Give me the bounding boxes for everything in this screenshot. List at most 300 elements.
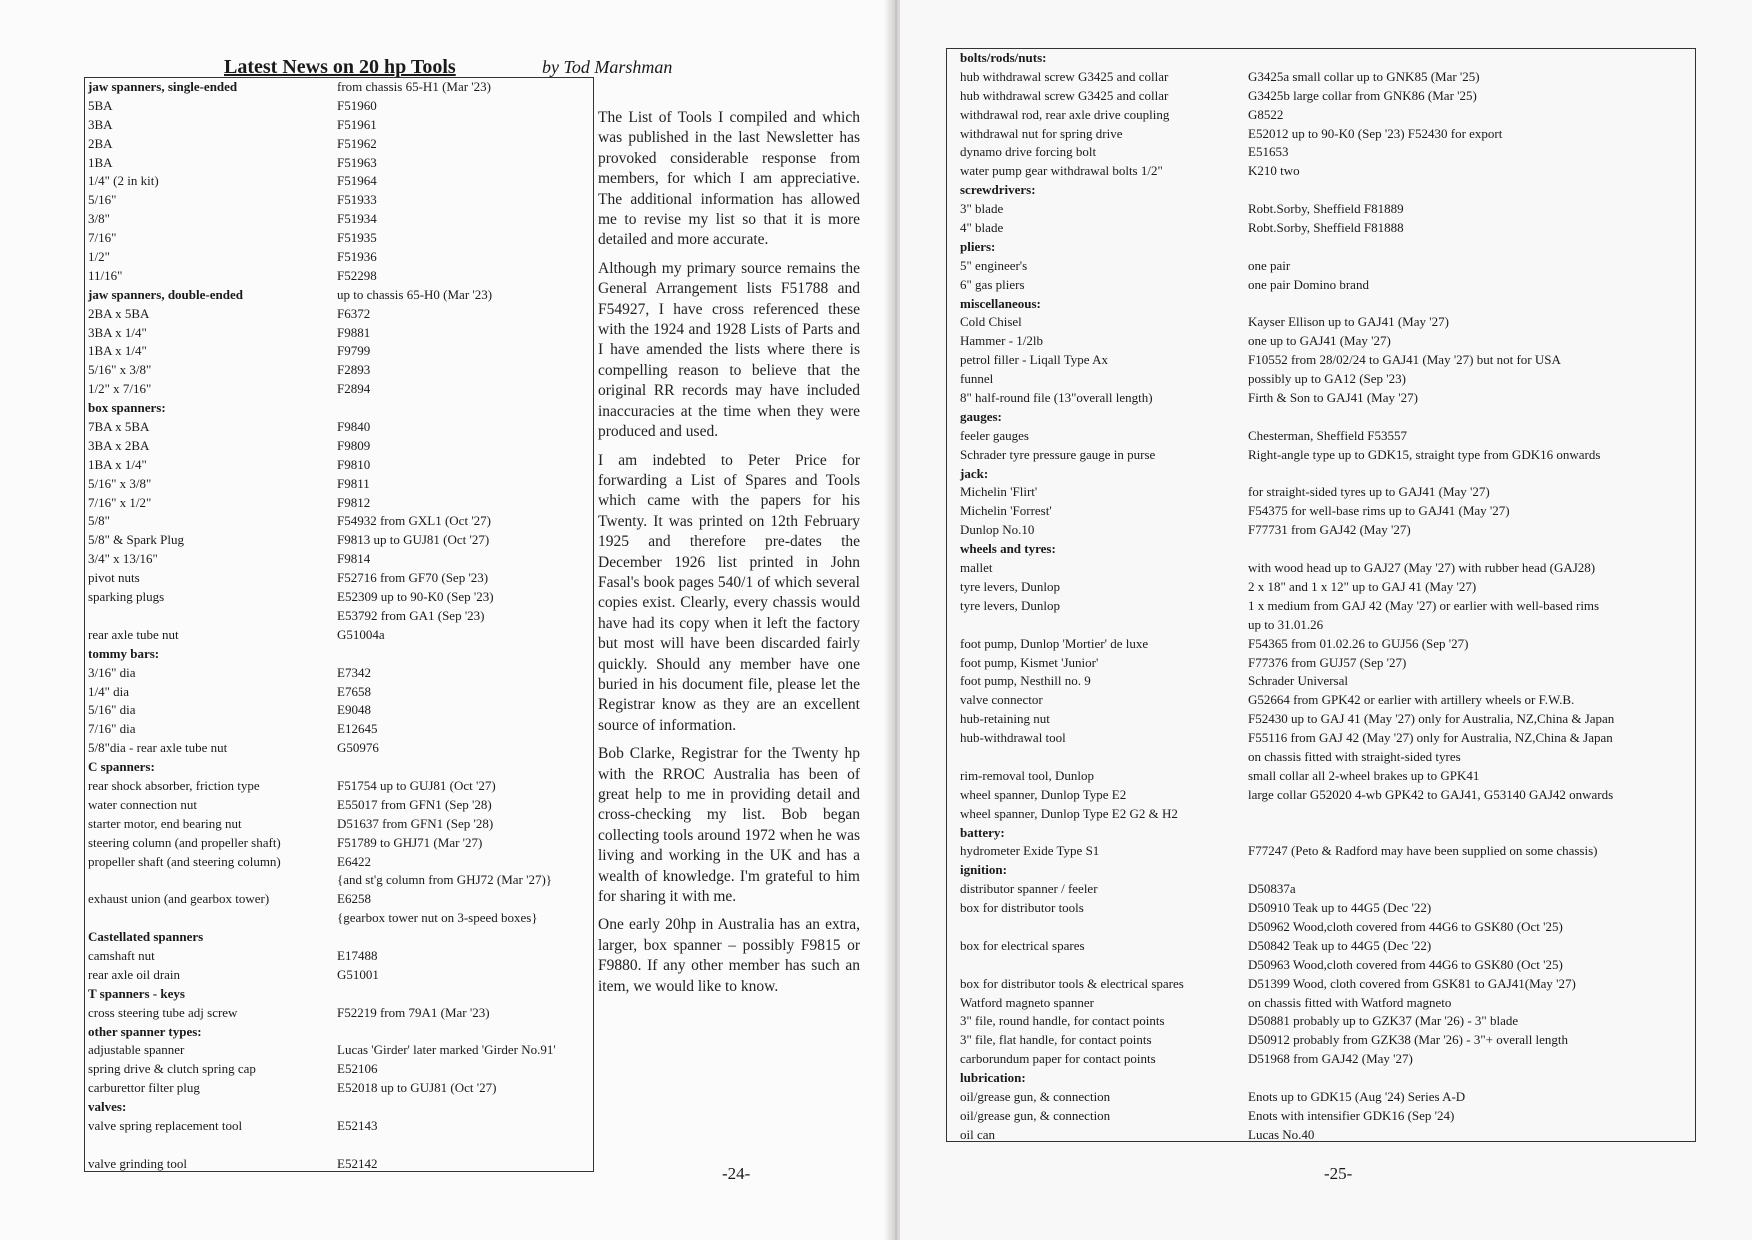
tool-name: wheel spanner, Dunlop Type E2 G2 & H2 xyxy=(960,805,1178,821)
tool-name: 3/8" xyxy=(88,211,110,227)
table-row xyxy=(85,569,593,588)
table-row xyxy=(947,578,1695,597)
part-note: D50837a xyxy=(1248,881,1296,897)
table-row xyxy=(947,710,1695,729)
section-heading-row xyxy=(85,928,593,947)
section-heading: valves: xyxy=(88,1099,127,1115)
table-row xyxy=(947,805,1695,824)
table-row xyxy=(947,654,1695,673)
tool-name: 5/8"dia - rear axle tube nut xyxy=(88,740,228,756)
part-note: K210 two xyxy=(1248,163,1300,179)
table-row xyxy=(947,313,1695,332)
table-row xyxy=(947,370,1695,389)
tool-name: 7/16" xyxy=(88,230,117,246)
tool-name: exhaust union (and gearbox tower) xyxy=(88,891,270,907)
section-heading: box spanners: xyxy=(88,400,166,416)
table-row xyxy=(85,909,593,928)
tool-name: valve grinding tool xyxy=(88,1155,187,1171)
tool-name: adjustable spanner xyxy=(88,1042,185,1058)
part-note: F51936 xyxy=(337,249,377,265)
table-row xyxy=(85,1004,593,1023)
part-note: F6372 xyxy=(337,305,371,321)
article-body xyxy=(598,108,860,1005)
table-row xyxy=(85,172,593,191)
table-row xyxy=(85,1041,593,1060)
table-row xyxy=(947,332,1695,351)
part-note: D51968 from GAJ42 (May '27) xyxy=(1248,1051,1413,1067)
tool-name: 2BA x 5BA xyxy=(88,305,150,321)
part-note: on chassis fitted with Watford magneto xyxy=(1248,994,1452,1010)
tool-name: foot pump, Dunlop 'Mortier' de luxe xyxy=(960,635,1149,651)
tool-name: 1/2" x 7/16" xyxy=(88,381,152,397)
part-note: F52219 from 79A1 (Mar '23) xyxy=(337,1004,490,1020)
part-note: G3425b large collar from GNK86 (Mar '25) xyxy=(1248,87,1477,103)
page-number-left: -24- xyxy=(722,1164,751,1183)
part-note: D51399 Wood, cloth covered from GSK81 to GAJ41(May '27) xyxy=(1248,975,1576,991)
table-row xyxy=(85,607,593,626)
article-paragraph: Bob Clarke, Registrar for the Twenty hp with the RROC Australia has been of great help to me in providing detail and cross-checking my list. Bob began collecting tools around 1972 when he was living and working in the UK and has a wealth of knowledge. I'm grateful to him for sharing it with me. xyxy=(598,745,860,906)
part-note: F77247 (Peto & Radford may have been supplied on some chassis) xyxy=(1248,843,1598,859)
tool-name: 3" file, flat handle, for contact points xyxy=(960,1032,1152,1048)
tool-name: tyre levers, Dunlop xyxy=(960,597,1061,613)
tool-name: pivot nuts xyxy=(88,570,140,586)
table-row xyxy=(947,87,1695,106)
table-row xyxy=(947,899,1695,918)
part-note: F52430 up to GAJ 41 (May '27) only for Australia, NZ,China & Japan xyxy=(1248,711,1615,727)
tool-name: wheel spanner, Dunlop Type E2 xyxy=(960,786,1127,802)
part-note: Robt.Sorby, Sheffield F81889 xyxy=(1248,201,1404,217)
part-note: E53792 from GA1 (Sep '23) xyxy=(337,607,485,623)
section-heading-row xyxy=(947,465,1695,484)
part-note: F52716 from GF70 (Sep '23) xyxy=(337,570,489,586)
tool-name: oil/grease gun, & connection xyxy=(960,1088,1111,1104)
section-heading-row xyxy=(947,408,1695,427)
table-row xyxy=(85,853,593,872)
part-note: F51964 xyxy=(337,173,377,189)
table-row xyxy=(947,937,1695,956)
part-note: E52018 up to GUJ81 (Oct '27) xyxy=(337,1080,497,1096)
part-note: F51789 to GHJ71 (Mar '27) xyxy=(337,834,483,850)
tool-name: 5BA xyxy=(88,97,113,113)
tool-name: oil/grease gun, & connection xyxy=(960,1107,1111,1123)
article-paragraph: I am indebted to Peter Price for forwarding a List of Spares and Tools which came with the papers for his Twenty. It was printed on 12th February 1925 and therefore pre-dates the December 1926 list printed in John Fasal's book pages 540/1 of which several copies exist. Clearly, every chassis would have had its copy when it left the factory but most will have been discarded fairly quickly. Should any member have one buried in his document file, please let the Registrar know as they are an excellent source of information. xyxy=(598,451,860,734)
tool-name: 1BA xyxy=(88,154,113,170)
part-note: one pair Domino brand xyxy=(1248,276,1369,292)
part-note: Firth & Son to GAJ41 (May '27) xyxy=(1248,390,1418,406)
part-note: Kayser Ellison up to GAJ41 (May '27) xyxy=(1248,314,1449,330)
tool-name: Michelin 'Forrest' xyxy=(960,503,1052,519)
tool-name: petrol filler - Liqall Type Ax xyxy=(960,352,1108,368)
table-row xyxy=(85,966,593,985)
tool-name: camshaft nut xyxy=(88,947,155,963)
part-note: F54932 from GXL1 (Oct '27) xyxy=(337,513,491,529)
part-note: E17488 xyxy=(337,947,378,963)
tool-name: 3BA x 2BA xyxy=(88,437,150,453)
part-note: Enots up to GDK15 (Aug '24) Series A-D xyxy=(1248,1088,1466,1104)
tool-name: box for electrical spares xyxy=(960,937,1085,953)
table-row xyxy=(947,446,1695,465)
table-row xyxy=(85,380,593,399)
section-heading: jaw spanners, single-ended xyxy=(88,79,238,94)
tools-table-right xyxy=(946,48,1696,1142)
tool-name: box for distributor tools & electrical spares xyxy=(960,975,1184,991)
section-heading-row xyxy=(85,645,593,664)
part-note: F9881 xyxy=(337,324,371,340)
table-row xyxy=(947,918,1695,937)
table-row xyxy=(947,1088,1695,1107)
part-note: up to 31.01.26 xyxy=(1248,616,1324,632)
part-note: D50910 Teak up to 44G5 (Dec '22) xyxy=(1248,900,1432,916)
table-row xyxy=(85,456,593,475)
tool-name: 5/8" xyxy=(88,513,110,529)
tool-name: rear shock absorber, friction type xyxy=(88,777,260,793)
table-row xyxy=(947,219,1695,238)
tool-name: 3BA x 1/4" xyxy=(88,324,147,340)
part-note: F9811 xyxy=(337,475,370,491)
part-note: D50842 Teak up to 44G5 (Dec '22) xyxy=(1248,937,1432,953)
part-note: F9813 up to GUJ81 (Oct '27) xyxy=(337,532,490,548)
part-note: F9809 xyxy=(337,437,371,453)
tool-name: carburettor filter plug xyxy=(88,1080,200,1096)
table-row xyxy=(85,531,593,550)
table-row xyxy=(947,1012,1695,1031)
part-note: G52664 from GPK42 or earlier with artillery wheels or F.W.B. xyxy=(1248,692,1575,708)
article-byline: by Tod Marshman xyxy=(542,57,673,77)
section-heading-row xyxy=(947,181,1695,200)
part-note: F51962 xyxy=(337,135,377,151)
tool-name: 3" blade xyxy=(960,201,1004,217)
page-right xyxy=(900,0,1752,1240)
table-row xyxy=(947,1126,1695,1145)
table-row xyxy=(85,626,593,645)
part-note: G3425a small collar up to GNK85 (Mar '25) xyxy=(1248,68,1480,84)
article-paragraph: The List of Tools I compiled and which was published in the last Newsletter has provoked considerable response from members, for which I am appreciative. The additional information has allowed me to revise my list so that it is more detailed and more accurate. xyxy=(598,109,860,249)
part-note: F51933 xyxy=(337,192,377,208)
part-note: E9048 xyxy=(337,702,371,718)
table-row xyxy=(85,777,593,796)
tool-name: rear axle tube nut xyxy=(88,626,179,642)
tool-name: propeller shaft (and steering column) xyxy=(88,853,281,869)
table-row xyxy=(85,815,593,834)
tool-name: 7/16" x 1/2" xyxy=(88,494,152,510)
tool-name: distributor spanner / feeler xyxy=(960,881,1098,897)
tool-name: 6" gas pliers xyxy=(960,276,1025,292)
table-row xyxy=(947,162,1695,181)
part-note: F9814 xyxy=(337,551,371,567)
part-note: on chassis fitted with straight-sided tyres xyxy=(1248,748,1461,764)
tool-name: Hammer - 1/2lb xyxy=(960,333,1044,349)
tool-name: 5/16" x 3/8" xyxy=(88,362,152,378)
part-note: E12645 xyxy=(337,721,378,737)
tool-name: hydrometer Exide Type S1 xyxy=(960,843,1100,859)
part-note: D50962 Wood,cloth covered from 44G6 to GSK80 (Oct '25) xyxy=(1248,918,1563,934)
tool-name: valve spring replacement tool xyxy=(88,1117,243,1133)
table-row xyxy=(85,97,593,116)
section-heading-row xyxy=(947,824,1695,843)
tool-name: 3/4" x 13/16" xyxy=(88,551,158,567)
part-note: {and st'g column from GHJ72 (Mar '27)} xyxy=(337,872,553,888)
section-heading-row xyxy=(947,861,1695,880)
table-row xyxy=(85,588,593,607)
table-row xyxy=(85,116,593,135)
part-note: up to chassis 65-H0 (Mar '23) xyxy=(337,286,493,302)
table-row xyxy=(947,672,1695,691)
table-row xyxy=(947,276,1695,295)
tool-name: funnel xyxy=(960,371,994,387)
table-row xyxy=(947,427,1695,446)
tool-name: 5/16" dia xyxy=(88,702,136,718)
table-row xyxy=(85,1136,593,1155)
part-note: 2 x 18" and 1 x 12" up to GAJ 41 (May '27) xyxy=(1248,578,1477,594)
part-note: E51653 xyxy=(1248,144,1289,160)
table-row xyxy=(85,475,593,494)
part-note: D50881 probably up to GZK37 (Mar '26) - 3" blade xyxy=(1248,1013,1519,1029)
part-note: Enots with intensifier GDK16 (Sep '24) xyxy=(1248,1107,1455,1123)
part-note: E7342 xyxy=(337,664,371,680)
part-note: for straight-sided tyres up to GAJ41 (May '27) xyxy=(1248,484,1490,500)
table-row xyxy=(85,305,593,324)
tool-name: sparking plugs xyxy=(88,589,165,605)
table-row xyxy=(947,956,1695,975)
table-row xyxy=(85,664,593,683)
tool-name: Dunlop No.10 xyxy=(960,522,1035,538)
tool-name: 11/16" xyxy=(88,267,123,283)
part-note: D50963 Wood,cloth covered from 44G6 to GSK80 (Oct '25) xyxy=(1248,956,1563,972)
section-heading: other spanner types: xyxy=(88,1023,202,1039)
table-row xyxy=(947,1031,1695,1050)
part-note: 1 x medium from GAJ 42 (May '27) or earlier with well-based rims xyxy=(1248,597,1600,613)
table-row xyxy=(947,616,1695,635)
part-note: {gearbox tower nut on 3-speed boxes} xyxy=(337,910,538,926)
table-row xyxy=(947,597,1695,616)
tool-name: water pump gear withdrawal bolts 1/2" xyxy=(960,163,1163,179)
table-row xyxy=(85,796,593,815)
part-note: Lucas 'Girder' later marked 'Girder No.91' xyxy=(337,1042,556,1058)
tool-name: 1BA x 1/4" xyxy=(88,343,147,359)
tool-name: carborundum paper for contact points xyxy=(960,1051,1156,1067)
tool-name: withdrawal nut for spring drive xyxy=(960,125,1123,141)
part-note: F10552 from 28/02/24 to GAJ41 (May '27) but not for USA xyxy=(1248,352,1561,368)
part-note: F54365 from 01.02.26 to GUJ56 (Sep '27) xyxy=(1248,635,1469,651)
tool-name: 1/4" dia xyxy=(88,683,130,699)
table-row xyxy=(85,248,593,267)
tool-name: valve connector xyxy=(960,692,1043,708)
table-row xyxy=(85,494,593,513)
section-heading: C spanners: xyxy=(88,759,155,775)
section-heading: jaw spanners, double-ended xyxy=(88,286,243,302)
table-row xyxy=(85,267,593,286)
section-heading-row xyxy=(947,295,1695,314)
table-row xyxy=(947,729,1695,748)
article-paragraph: One early 20hp in Australia has an extra, larger, box spanner – possibly F9815 or F9880. If any other member has such an item, we would like to know. xyxy=(598,916,860,995)
tool-name: withdrawal rod, rear axle drive coupling xyxy=(960,106,1170,122)
section-heading: miscellaneous: xyxy=(960,295,1041,311)
part-note: F55116 from GAJ 42 (May '27) only for Australia, NZ,China & Japan xyxy=(1248,730,1613,746)
part-note: E52142 xyxy=(337,1155,378,1171)
part-note: E52106 xyxy=(337,1061,378,1077)
table-row xyxy=(947,748,1695,767)
table-row xyxy=(947,975,1695,994)
tool-name: tyre levers, Dunlop xyxy=(960,578,1061,594)
table-row xyxy=(947,106,1695,125)
part-note: Chesterman, Sheffield F53557 xyxy=(1248,427,1407,443)
table-row xyxy=(947,842,1695,861)
part-note: with wood head up to GAJ27 (May '27) with rubber head (GAJ28) xyxy=(1248,560,1596,576)
part-note: F51754 up to GUJ81 (Oct '27) xyxy=(337,777,496,793)
part-note: F77731 from GAJ42 (May '27) xyxy=(1248,522,1411,538)
table-row xyxy=(947,786,1695,805)
part-note: D51637 from GFN1 (Sep '28) xyxy=(337,815,494,831)
table-row xyxy=(85,154,593,173)
part-note: Right-angle type up to GDK15, straight type from GDK16 onwards xyxy=(1248,446,1601,462)
section-heading-row xyxy=(85,1023,593,1042)
table-row xyxy=(85,437,593,456)
tool-name: dynamo drive forcing bolt xyxy=(960,144,1097,160)
table-row xyxy=(85,683,593,702)
part-note: F52298 xyxy=(337,267,377,283)
section-heading-row xyxy=(947,49,1695,68)
part-note: large collar G52020 4-wb GPK42 to GAJ41, G53140 GAJ42 onwards xyxy=(1248,786,1614,802)
part-note: F2894 xyxy=(337,381,371,397)
table-row xyxy=(947,994,1695,1013)
part-note: E6422 xyxy=(337,853,371,869)
tool-name: hub-withdrawal tool xyxy=(960,730,1066,746)
tool-name: 1/2" xyxy=(88,249,110,265)
table-row xyxy=(85,210,593,229)
tool-name: oil can xyxy=(960,1126,996,1142)
section-heading: pliers: xyxy=(960,238,996,254)
table-row xyxy=(85,324,593,343)
table-row xyxy=(947,502,1695,521)
part-note: E52309 up to 90-K0 (Sep '23) xyxy=(337,589,494,605)
section-heading-row xyxy=(947,238,1695,257)
tool-name: 5/16" xyxy=(88,192,117,208)
section-heading-row xyxy=(85,399,593,418)
section-heading: screwdrivers: xyxy=(960,182,1036,198)
section-heading: bolts/rods/nuts: xyxy=(960,50,1047,65)
part-note: G51004a xyxy=(337,626,385,642)
section-heading: battery: xyxy=(960,824,1005,840)
article-paragraph: Although my primary source remains the General Arrangement lists F51788 and F54927, I have cross referenced these with the 1924 and 1928 Lists of Parts and I have amended the lists where there is compelling reason to believe that the original RR records may have included inaccuracies at the time when they were produced and used. xyxy=(598,259,860,441)
tool-name: steering column (and propeller shaft) xyxy=(88,834,281,850)
section-heading: gauges: xyxy=(960,408,1002,424)
table-row xyxy=(85,947,593,966)
part-note: F51934 xyxy=(337,211,377,227)
tool-name: 5/8" & Spark Plug xyxy=(88,532,184,548)
part-note: one up to GAJ41 (May '27) xyxy=(1248,333,1391,349)
part-note: Robt.Sorby, Sheffield F81888 xyxy=(1248,220,1404,236)
tool-name: 3BA xyxy=(88,116,113,132)
table-row xyxy=(947,257,1695,276)
tool-name: Michelin 'Flirt' xyxy=(960,484,1038,500)
part-note: small collar all 2-wheel brakes up to GPK41 xyxy=(1248,767,1480,783)
table-row xyxy=(85,1117,593,1136)
tool-name: starter motor, end bearing nut xyxy=(88,815,242,831)
tool-name: hub withdrawal screw G3425 and collar xyxy=(960,68,1169,84)
part-note: F51961 xyxy=(337,116,377,132)
part-note: E52143 xyxy=(337,1117,378,1133)
part-note: F54375 for well-base rims up to GAJ41 (May '27) xyxy=(1248,503,1510,519)
part-note: possibly up to GA12 (Sep '23) xyxy=(1248,371,1406,387)
section-heading: lubrication: xyxy=(960,1070,1026,1086)
tool-name: Watford magneto spanner xyxy=(960,994,1094,1010)
part-note: Lucas No.40 xyxy=(1248,1126,1315,1142)
tool-name: 1BA x 1/4" xyxy=(88,456,147,472)
tool-name: feeler gauges xyxy=(960,427,1029,443)
table-row xyxy=(947,767,1695,786)
table-row xyxy=(947,1050,1695,1069)
section-heading: T spanners - keys xyxy=(88,985,185,1001)
part-note: F9812 xyxy=(337,494,371,510)
table-row xyxy=(85,418,593,437)
table-row xyxy=(85,890,593,909)
tool-name: 7BA x 5BA xyxy=(88,419,150,435)
part-note: D50912 probably from GZK38 (Mar '26) - 3"+ overall length xyxy=(1248,1032,1569,1048)
table-row xyxy=(85,1060,593,1079)
tool-name: 4" blade xyxy=(960,220,1004,236)
table-row xyxy=(85,739,593,758)
section-heading-row xyxy=(947,1069,1695,1088)
tool-name: Schrader tyre pressure gauge in purse xyxy=(960,446,1156,462)
section-heading: tommy bars: xyxy=(88,645,160,661)
table-row xyxy=(85,135,593,154)
section-heading: jack: xyxy=(960,465,989,481)
table-row xyxy=(85,342,593,361)
section-heading-row xyxy=(85,286,593,305)
tool-name: mallet xyxy=(960,560,993,576)
table-row xyxy=(85,871,593,890)
table-row xyxy=(947,559,1695,578)
table-row xyxy=(85,191,593,210)
section-heading-row xyxy=(85,78,593,97)
tool-name: box for distributor tools xyxy=(960,900,1084,916)
tool-name: hub-retaining nut xyxy=(960,711,1050,727)
table-row xyxy=(85,701,593,720)
section-heading-row xyxy=(947,540,1695,559)
table-row xyxy=(947,125,1695,144)
table-row xyxy=(947,691,1695,710)
part-note: E52012 up to 90-K0 (Sep '23) F52430 for export xyxy=(1248,125,1503,141)
table-row xyxy=(947,635,1695,654)
part-note: F9799 xyxy=(337,343,371,359)
part-note: E55017 from GFN1 (Sep '28) xyxy=(337,796,492,812)
part-note: F2893 xyxy=(337,362,371,378)
section-heading: wheels and tyres: xyxy=(960,541,1056,557)
section-heading-row xyxy=(85,758,593,777)
table-row xyxy=(85,720,593,739)
tool-name: spring drive & clutch spring cap xyxy=(88,1061,256,1077)
page-number-right: -25- xyxy=(1324,1164,1353,1183)
tool-name: cross steering tube adj screw xyxy=(88,1004,238,1020)
section-heading-row xyxy=(85,985,593,1004)
tool-name: rear axle oil drain xyxy=(88,966,181,982)
table-row xyxy=(85,512,593,531)
part-note: F51963 xyxy=(337,154,377,170)
tool-name: 5" engineer's xyxy=(960,257,1028,273)
part-note: E7658 xyxy=(337,683,371,699)
table-row xyxy=(85,1079,593,1098)
article-title: Latest News on 20 hp Tools xyxy=(224,56,456,78)
table-row xyxy=(947,68,1695,87)
part-note: one pair xyxy=(1248,257,1291,273)
tool-name: rim-removal tool, Dunlop xyxy=(960,767,1094,783)
part-note: F9840 xyxy=(337,419,371,435)
tool-name: 7/16" dia xyxy=(88,721,136,737)
part-note: G8522 xyxy=(1248,106,1284,122)
table-row xyxy=(947,143,1695,162)
part-note: E6258 xyxy=(337,891,371,907)
table-row xyxy=(85,834,593,853)
